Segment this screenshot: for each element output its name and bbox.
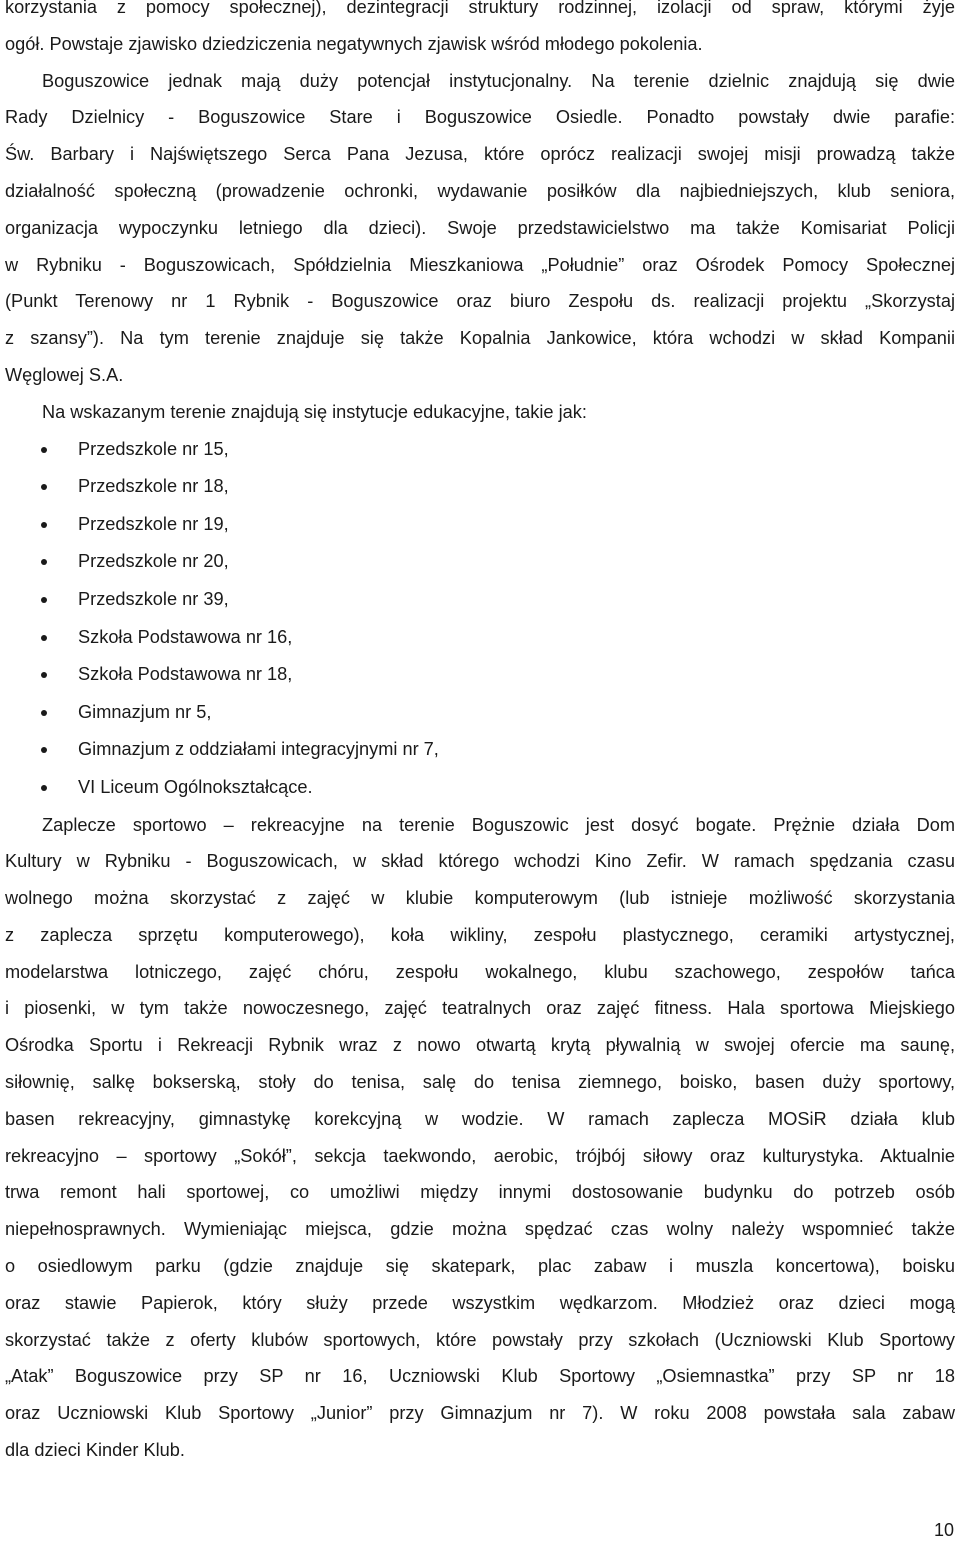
text-line: Św. Barbary i Najświętszego Serca Pana Jezusa, które oprócz realizacji swojej misji prowadzą także [5,144,955,165]
text-line: siłownię, salkę bokserską, stoły do tenisa, salę do tenisa ziemnego, boisko, basen duży sportowy, [5,1072,955,1093]
list-item-label: Gimnazjum z oddziałami integracyjnymi nr 7, [78,739,439,760]
text-line: niepełnosprawnych. Wymieniając miejsca, gdzie można spędzać czas wolny należy wspomnieć także [5,1219,955,1240]
text-line: ogół. Powstaje zjawisko dziedziczenia negatywnych zjawisk wśród młodego pokolenia. [5,33,703,54]
text-line: Węglowej S.A. [5,364,124,385]
text-line: rekreacyjno – sportowy „Sokół”, sekcja taekwondo, aerobic, trójbój siłowy oraz kulturystyka. Aktualnie [5,1145,955,1166]
text-line: Ośrodka Sportu i Rekreacji Rybnik wraz z nowo otwartą krytą pływalnią w swojej ofercie ma saunę, [5,1035,955,1056]
paragraph-institutions [5,63,955,394]
bullet-icon [41,785,47,791]
list-item-label: Szkoła Podstawowa nr 18, [78,664,293,685]
text-line: Rady Dzielnicy - Boguszowice Stare i Boguszowice Osiedle. Ponadto powstały dwie parafie: [5,107,955,128]
text-line: modelarstwa lotniczego, zajęć chóru, zespołu wokalnego, klubu szachowego, zespołów tańca [5,961,955,982]
text-line: działalność społeczną (prowadzenie ochronki, wydawanie posiłków dla najbiedniejszych, klub seniora, [5,180,955,201]
list-item [5,431,955,469]
bullet-icon [41,747,47,753]
bullet-icon [41,597,47,603]
list-item [5,769,955,807]
list-item [5,506,955,544]
text-line: Boguszowice jednak mają duży potencjał instytucjonalny. Na terenie dzielnic znajdują się dwie [42,70,955,91]
list-item-label: Przedszkole nr 15, [78,438,229,459]
text-line: o osiedlowym parku (gdzie znajduje się skatepark, plac zabaw i muszla koncertowa), boisku [5,1256,955,1277]
list-item-label: Przedszkole nr 18, [78,476,229,497]
text-line: Kultury w Rybniku - Boguszowicach, w skład którego wchodzi Kino Zefir. W ramach spędzania czasu [5,851,955,872]
list-item [5,694,955,732]
text-line: (Punkt Terenowy nr 1 Rybnik - Boguszowice oraz biuro Zespołu ds. realizacji projektu „Skorzystaj [5,291,955,312]
bullet-icon [41,672,47,678]
list-item-label: Przedszkole nr 19, [78,513,229,534]
text-line: „Atak” Boguszowice przy SP nr 16, Uczniowski Klub Sportowy „Osiemnastka” przy SP nr 18 [5,1366,955,1387]
list-intro: Na wskazanym terenie znajdują się instytucje edukacyjne, takie jak: [42,401,587,422]
text-line: i piosenki, w tym także nowoczesnego, zajęć teatralnych oraz zajęć fitness. Hala sportowa Miejskiego [5,998,955,1019]
list-item [5,581,955,619]
document-page [5,0,955,1469]
list-item-label: Szkoła Podstawowa nr 16, [78,626,293,647]
list-item [5,468,955,506]
list-item [5,656,955,694]
list-item-label: Przedszkole nr 39, [78,588,229,609]
bullet-icon [41,447,47,453]
text-line: trwa remont hali sportowej, co umożliwi między innymi dostosowanie budynku do potrzeb osób [5,1182,955,1203]
paragraph-social-issues [5,0,955,63]
text-line: oraz stawie Papierok, który służy przede wszystkim wędkarzom. Młodzież oraz dzieci mogą [5,1292,955,1313]
list-item-label: VI Liceum Ogólnokształcące. [78,776,313,797]
paragraph-sports-culture [5,807,955,1469]
bullet-icon [41,635,47,641]
page-number: 10 [933,1520,954,1540]
list-item-label: Gimnazjum nr 5, [78,701,212,722]
education-institutions-list [5,431,955,807]
text-line: w Rybniku - Boguszowicach, Spółdzielnia Mieszkaniowa „Południe” oraz Ośrodek Pomocy Społecznej [5,254,955,275]
list-item-label: Przedszkole nr 20, [78,551,229,572]
bullet-icon [41,522,47,528]
text-line: skorzystać także z oferty klubów sportowych, które powstały przy szkołach (Uczniowski Klub Sportowy [5,1329,955,1350]
text-line: wolnego można skorzystać z zajęć w klubie komputerowym (lub istnieje możliwość skorzystania [5,888,955,909]
text-line: basen rekreacyjny, gimnastykę korekcyjną w wodzie. W ramach zaplecza MOSiR działa klub [5,1108,955,1129]
list-item [5,543,955,581]
text-line: korzystania z pomocy społecznej), dezintegracji struktury rodzinnej, izolacji od spraw, którymi żyje [5,0,955,17]
text-line: organizacja wypoczynku letniego dla dzieci). Swoje przedstawicielstwo ma także Komisariat Policji [5,217,955,238]
text-line: z zaplecza sprzętu komputerowego), koła wikliny, zespołu plastycznego, ceramiki artystycznej, [5,924,955,945]
text-line: oraz Uczniowski Klub Sportowy „Junior” przy Gimnazjum nr 7). W roku 2008 powstała sala zabaw [5,1403,955,1424]
list-item [5,619,955,657]
text-line: z szansy”). Na tym terenie znajduje się także Kopalnia Jankowice, która wchodzi w skład Kompanii [5,328,955,349]
bullet-icon [41,710,47,716]
text-line: dla dzieci Kinder Klub. [5,1440,185,1461]
bullet-icon [41,559,47,565]
bullet-icon [41,484,47,490]
list-item [5,731,955,769]
text-line: Zaplecze sportowo – rekreacyjne na terenie Boguszowic jest dosyć bogate. Prężnie działa Dom [42,814,955,835]
